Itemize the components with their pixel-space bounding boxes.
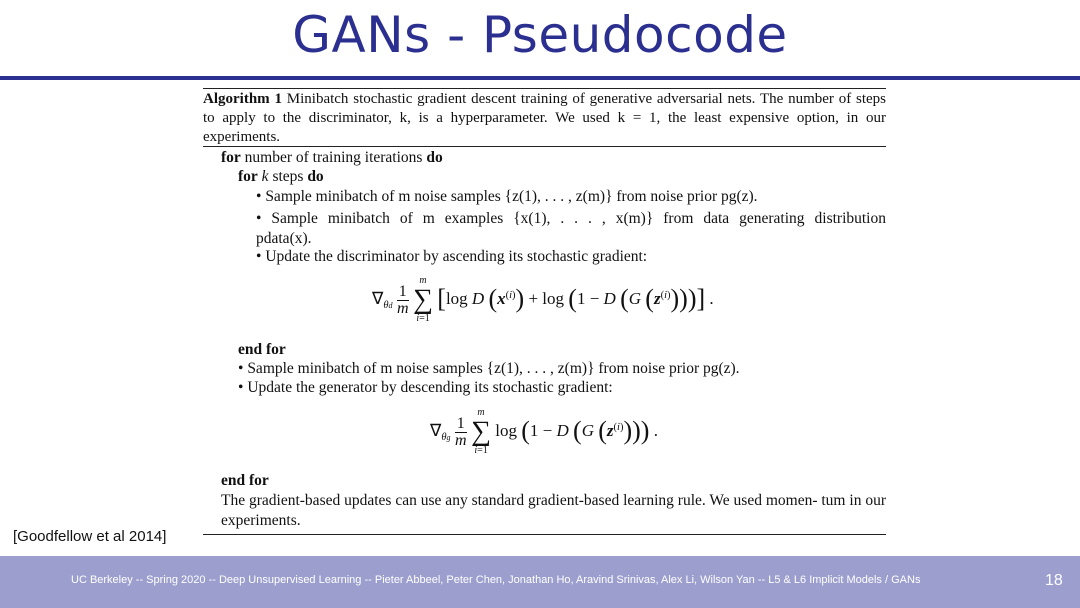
inner-loop-text: steps xyxy=(268,168,308,185)
discriminator-step-2-text: Sample minibatch of m examples {x(1), . . . , x(m)} from data generating distribution xyxy=(271,210,886,227)
bullet-icon: • xyxy=(238,360,244,377)
discriminator-step-1 xyxy=(256,188,758,206)
outer-loop-header xyxy=(221,149,443,167)
algorithm-bottom-rule xyxy=(203,534,886,535)
discriminator-step-3-text: Update the discriminator by ascending its stochastic gradient: xyxy=(265,248,648,265)
do-keyword: do xyxy=(426,149,443,166)
inner-loop-header xyxy=(238,168,324,186)
k-variable: k xyxy=(261,168,269,185)
algorithm-caption-text: Minibatch stochastic gradient descent training of generative adversarial nets. The number of steps to apply to the discriminator, k, is a hyperparameter. We used k = 1, the least expensive option, in our experiments. xyxy=(203,91,886,145)
bullet-icon: • xyxy=(256,188,262,205)
generator-step-1-text: Sample minibatch of m noise samples {z(1), . . . , z(m)} from noise prior pg(z). xyxy=(247,360,740,377)
algorithm-top-rule xyxy=(203,88,886,89)
title-divider xyxy=(0,76,1080,80)
bullet-icon: • xyxy=(238,379,244,396)
generator-gradient-equation: $\nabla_{\theta g}$ $\frac{1}{m}$ m ∑ i=1 log (1 − D (G $(z^{(i)})$)) . xyxy=(430,407,658,456)
outer-loop-text: number of training iterations xyxy=(240,149,427,166)
slide-title: GANs - Pseudocode xyxy=(292,6,788,64)
bullet-icon: • xyxy=(256,210,262,227)
discriminator-step-3 xyxy=(256,248,647,266)
generator-step-2 xyxy=(238,379,613,397)
page-number: 18 xyxy=(1045,572,1063,589)
end-for-keyword: end for xyxy=(221,472,269,489)
end-for-keyword: end for xyxy=(238,341,286,358)
footer-text: UC Berkeley -- Spring 2020 -- Deep Unsupervised Learning -- Pieter Abbeel, Peter Chen, Jonathan Ho, Aravind Srinivas, Alex Li, Wilson Yan -- L5 & L6 Implicit Models / GANs xyxy=(71,574,921,586)
bullet-icon: • xyxy=(256,248,262,265)
algorithm-caption-rule xyxy=(203,146,886,147)
for-keyword: for xyxy=(221,149,241,166)
citation: [Goodfellow et al 2014] xyxy=(13,528,167,545)
generator-step-1 xyxy=(238,360,740,378)
outer-loop-end xyxy=(221,472,269,490)
discriminator-step-2-cont: pdata(x). xyxy=(256,230,312,247)
inner-loop-end xyxy=(238,341,286,359)
algorithm-note: The gradient-based updates can use any standard gradient-based learning rule. We used momen- tum in our experiments. xyxy=(221,492,886,529)
for-keyword: for xyxy=(238,168,258,185)
generator-step-2-text: Update the generator by descending its stochastic gradient: xyxy=(247,379,613,396)
do-keyword: do xyxy=(307,168,324,185)
algorithm-caption xyxy=(203,90,886,147)
discriminator-step-2 xyxy=(256,210,886,228)
discriminator-gradient-equation: $\nabla_{\theta d}$ $\frac{1}{m}$ m ∑ i=1 [log D $(x^{(i)}) + \log (1 - D$ (G $(z^{(i)})$))] . xyxy=(372,275,714,324)
discriminator-step-1-text: Sample minibatch of m noise samples {z(1), . . . , z(m)} from noise prior pg(z). xyxy=(265,188,758,205)
algorithm-label: Algorithm 1 xyxy=(203,91,282,107)
